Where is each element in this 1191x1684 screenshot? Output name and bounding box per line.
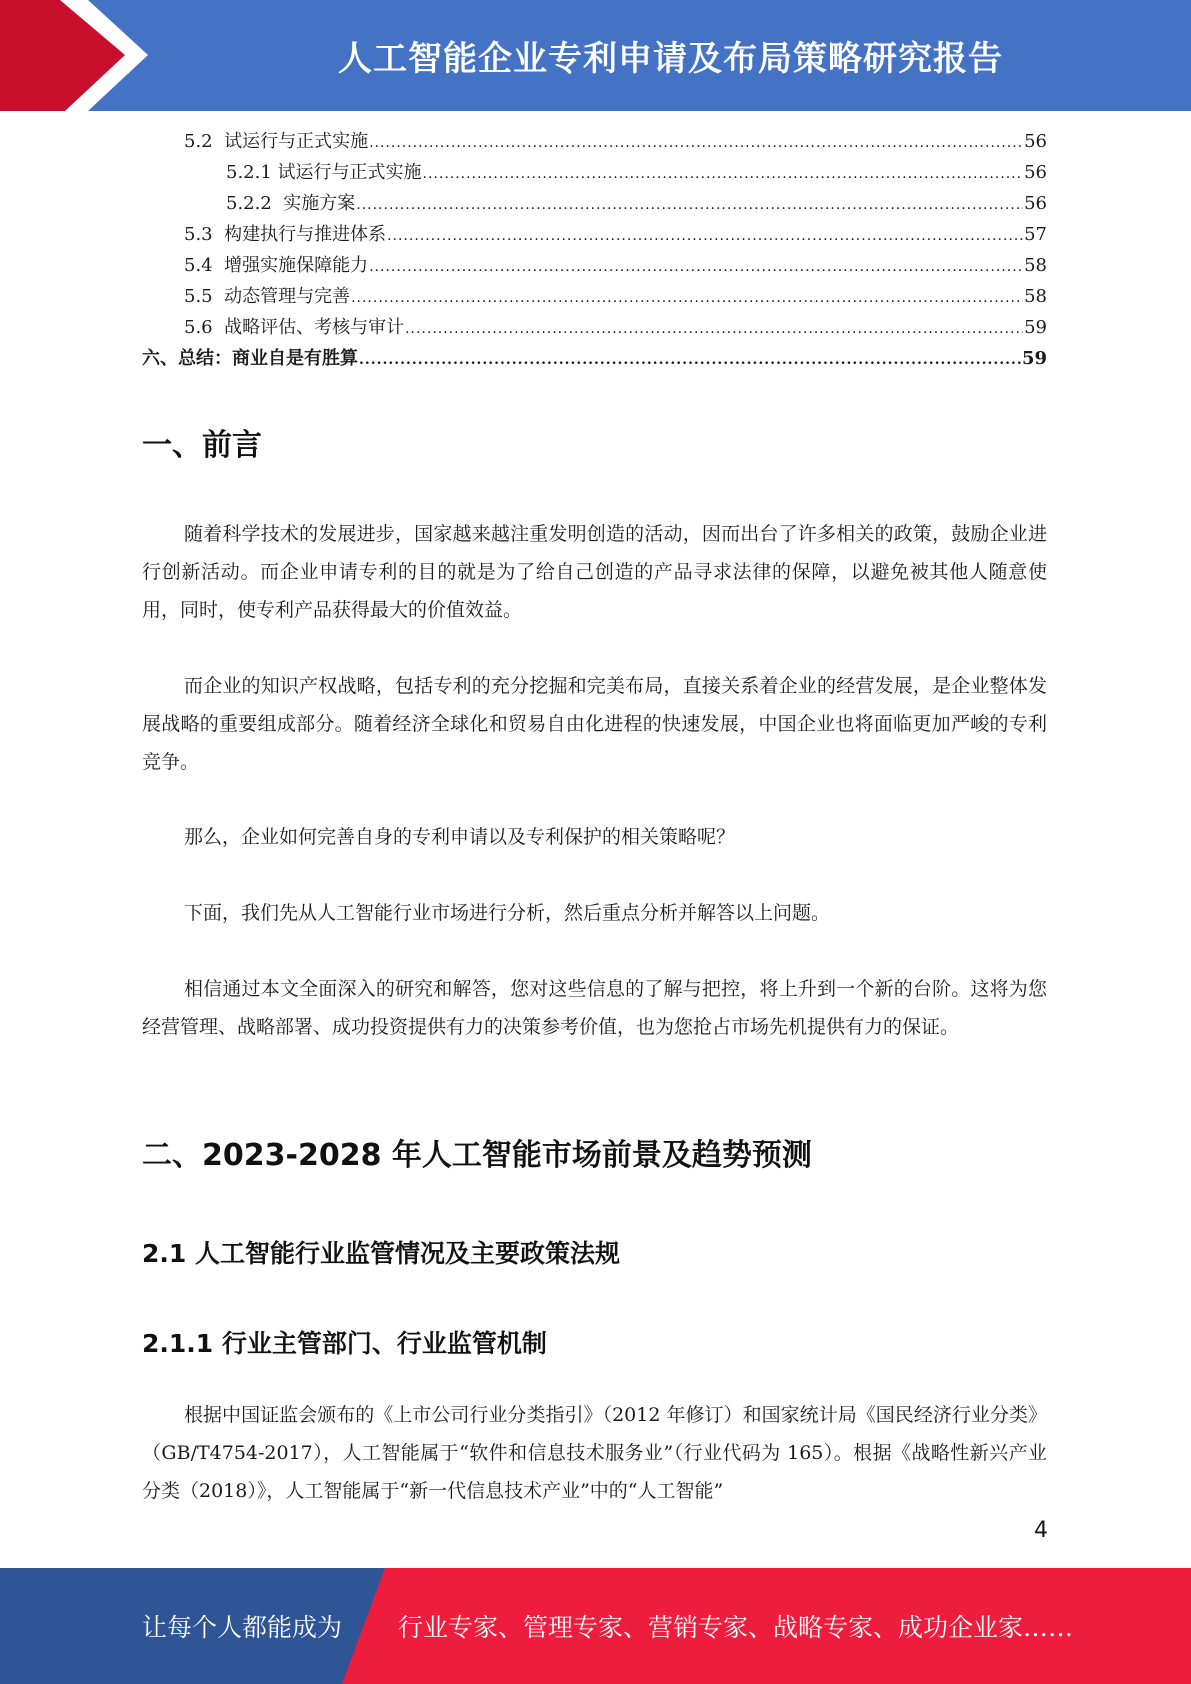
toc-entry[interactable]	[142, 157, 1047, 188]
toc-leader-dots	[356, 190, 1023, 221]
toc-entry-page: 59	[1021, 348, 1047, 369]
footer-slogan-left: 让每个人都能成为	[142, 1613, 343, 1642]
toc-leader-dots	[387, 221, 1023, 252]
toc-leader-dots	[405, 314, 1023, 345]
toc-entry-title: 六、总结：商业自是有胜算	[142, 348, 358, 369]
page-footer	[0, 1568, 1191, 1684]
footer-slogan-right: 行业专家、管理专家、营销专家、战略专家、成功企业家……	[398, 1613, 1074, 1642]
toc-entry-title: 5.2 试运行与正式实施	[184, 131, 369, 152]
toc-entry-page: 57	[1024, 224, 1047, 245]
toc-entry-title: 5.2.2 实施方案	[226, 193, 356, 214]
toc-entry-title: 5.3 构建执行与推进体系	[184, 224, 387, 245]
toc-leader-dots	[369, 128, 1023, 159]
section-heading-market: 二、2023-2028 年人工智能市场前景及趋势预测	[142, 1138, 812, 1173]
toc-entry-page: 56	[1024, 131, 1047, 152]
paragraph: 那么，企业如何完善自身的专利申请以及专利保护的相关策略呢？	[184, 826, 736, 848]
page-number: 4	[1034, 1518, 1048, 1543]
subsection-heading: 2.1 人工智能行业监管情况及主要政策法规	[142, 1239, 620, 1268]
section-heading-preface: 一、前言	[142, 428, 262, 463]
toc-entry[interactable]	[142, 343, 1047, 374]
paragraph: 相信通过本文全面深入的研究和解答，您对这些信息的了解与把控，将上升到一个新的台阶。这将为您经营管理、战略部署、成功投资提供有力的决策参考价值，也为您抢占市场先机提供有力的保证。	[142, 978, 1047, 1038]
paragraph: 根据中国证监会颁布的《上市公司行业分类指引》（2012 年修订）和国家统计局《国民经济行业分类》（GB/T4754-2017），人工智能属于“软件和信息技术服务业”（行业代码为 165）。根据《战略性新兴产业分类（2018）》，人工智能属于“新一代信息技术产业”中的“人工智能”	[142, 1404, 1047, 1502]
toc-leader-dots	[359, 345, 1021, 376]
toc-entry-page: 59	[1024, 317, 1047, 338]
table-of-contents	[142, 126, 1047, 374]
toc-entry-page: 58	[1024, 255, 1047, 276]
toc-entry-page: 58	[1024, 286, 1047, 307]
toc-entry[interactable]	[142, 250, 1047, 281]
paragraph: 而企业的知识产权战略，包括专利的充分挖掘和完美布局，直接关系着企业的经营发展，是企业整体发展战略的重要组成部分。随着经济全球化和贸易自由化进程的快速发展，中国企业也将面临更加严峻的专利竞争。	[142, 675, 1047, 773]
toc-leader-dots	[423, 159, 1024, 190]
header-title: 人工智能企业专利申请及布局策略研究报告	[338, 39, 1003, 79]
toc-leader-dots	[369, 252, 1023, 283]
subsubsection-heading: 2.1.1 行业主管部门、行业监管机制	[142, 1329, 547, 1358]
page-header	[0, 0, 1191, 111]
paragraph: 下面，我们先从人工智能行业市场进行分析，然后重点分析并解答以上问题。	[184, 902, 831, 924]
toc-entry-title: 5.4 增强实施保障能力	[184, 255, 369, 276]
toc-entry-title: 5.6 战略评估、考核与审计	[184, 317, 405, 338]
toc-leader-dots	[351, 283, 1023, 314]
toc-entry[interactable]	[142, 281, 1047, 312]
toc-entry-page: 56	[1024, 193, 1047, 214]
toc-entry-title: 5.2.1 试运行与正式实施	[226, 162, 422, 183]
toc-entry-title: 5.5 动态管理与完善	[184, 286, 351, 307]
toc-entry[interactable]	[142, 219, 1047, 250]
toc-entry[interactable]	[142, 126, 1047, 157]
toc-entry[interactable]	[142, 188, 1047, 219]
toc-entry-page: 56	[1024, 162, 1047, 183]
toc-entry[interactable]	[142, 312, 1047, 343]
paragraph: 随着科学技术的发展进步，国家越来越注重发明创造的活动，因而出台了许多相关的政策，鼓励企业进行创新活动。而企业申请专利的目的就是为了给自己创造的产品寻求法律的保障，以避免被其他人随意使用，同时，使专利产品获得最大的价值效益。	[142, 523, 1047, 621]
